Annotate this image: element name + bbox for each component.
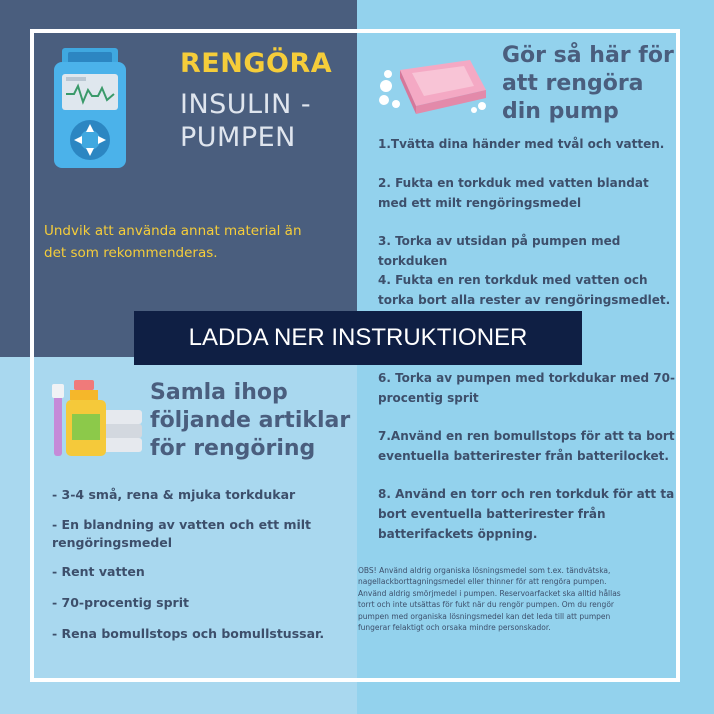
cleaning-heading xyxy=(502,42,674,126)
supply-item-5: - Rena bomullstops och bomullstussar. xyxy=(52,626,325,641)
page-title: RENGÖRA xyxy=(180,48,333,79)
subtitle-line-2: PUMPEN xyxy=(180,122,296,153)
cleaning-heading-line-3: din pump xyxy=(502,99,619,124)
step-7: 7.Använd en ren bomullstops för att ta bort eventuella batterirester från batterilocket. xyxy=(378,429,675,463)
warning-note xyxy=(358,565,633,633)
supply-item-4: - 70-procentig sprit xyxy=(52,595,189,610)
supply-item-1: - 3-4 små, rena & mjuka torkdukar xyxy=(52,487,296,502)
supplies-heading-line-3: för rengöring xyxy=(150,436,316,461)
step-6: 6. Torka av pumpen med torkdukar med 70-procentig sprit xyxy=(378,371,675,405)
supplies-heading-line-1: Samla ihop xyxy=(150,380,288,405)
cleaning-heading-line-1: Gör så här för xyxy=(502,43,674,68)
note-paragraph-2: Använd aldrig smörjmedel i pumpen. Reservoarfacket ska alltid hållas torrt och inte utsättas för fukt när du rengör pumpen. Om du rengör pumpen med organiska lösningsmedel kan det leda till att pumpen fungerar felaktigt och orsaka mindre personskador. xyxy=(358,588,621,633)
page-subtitle xyxy=(180,88,311,154)
step-8: 8. Använd en torr och ren torkduk för att ta bort eventuella batterirester från batterifackets öppning. xyxy=(378,487,675,541)
step-4: 4. Fukta en ren torkduk med vatten och torka bort alla rester av rengöringsmedlet. xyxy=(378,273,671,307)
cleaning-supplies-icon xyxy=(48,378,144,458)
soap-bar-icon xyxy=(376,56,494,116)
supplies-heading-line-2: följande artiklar xyxy=(150,408,351,433)
download-instructions-button[interactable]: LADDA NER INSTRUKTIONER xyxy=(134,311,582,365)
supply-item-2: - En blandning av vatten och ett milt rengöringsmedel xyxy=(52,517,312,550)
subtitle-line-1: INSULIN - xyxy=(180,89,312,120)
note-paragraph-1: OBS! Använd aldrig organiska lösningsmedel som t.ex. tändvätska, nagellackborttagningsmedel eller thinner för att rengöra pumpen. xyxy=(358,566,611,587)
step-3: 3. Torka av utsidan på pumpen med torkduken xyxy=(378,234,621,268)
warning-text: Undvik att använda annat material än det som rekommenderas. xyxy=(44,223,302,261)
supply-item-3: - Rent vatten xyxy=(52,564,145,579)
insulin-pump-icon xyxy=(50,46,130,171)
step-2: 2. Fukta en torkduk med vatten blandat med ett milt rengöringsmedel xyxy=(378,176,649,210)
supplies-heading xyxy=(150,379,350,463)
cleaning-heading-line-2: att rengöra xyxy=(502,71,644,96)
step-1: 1.Tvätta dina händer med tvål och vatten. xyxy=(378,137,665,151)
